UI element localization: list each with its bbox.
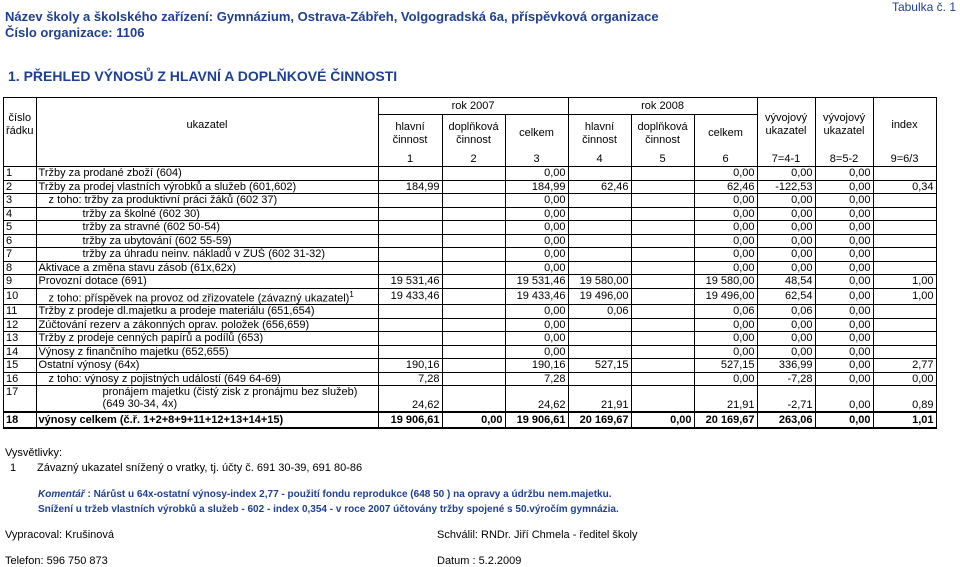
organization-number: Číslo organizace: 1106	[5, 25, 145, 40]
cell-col-8: 0,00	[815, 180, 873, 194]
row-label: Zúčtování rezerv a zákonných oprav. položek (656,659)	[36, 318, 378, 332]
cell-col-7: 0,00	[757, 194, 815, 208]
col-num-1: 1	[378, 153, 442, 167]
row17-c2	[442, 386, 505, 412]
row-label: výnosy celkem (č.ř. 1+2+8+9+11+12+13+14+15)	[36, 412, 378, 428]
cell-col-3: 19 433,46	[505, 288, 568, 305]
cell-col-8: 0,00	[815, 248, 873, 262]
row-number: 5	[4, 221, 37, 235]
cell-col-6: 0,00	[694, 167, 757, 181]
cell-col-4	[568, 234, 631, 248]
cell-col-2	[442, 332, 505, 346]
cell-col-8: 0,00	[815, 372, 873, 386]
section-title: 1. PŘEHLED VÝNOSŮ Z HLAVNÍ A DOPLŇKOVÉ ČINNOSTI	[8, 68, 398, 84]
col-num-7: 7=4-1	[757, 153, 815, 167]
row-number: 8	[4, 261, 37, 275]
total-c4: 20 169,67	[568, 412, 631, 428]
cell-col-9	[873, 167, 936, 181]
row-number: 2	[4, 180, 37, 194]
row-label: Ostatní výnosy (64x)	[36, 359, 378, 373]
cell-col-8: 0,00	[815, 167, 873, 181]
row-number: 17	[4, 386, 37, 412]
table-row	[4, 221, 937, 235]
cell-col-9	[873, 332, 936, 346]
cell-col-9: 2,77	[873, 359, 936, 373]
cell-col-7: 0,00	[757, 207, 815, 221]
cell-col-7: -7,28	[757, 372, 815, 386]
cell-col-2	[442, 318, 505, 332]
row-number: 3	[4, 194, 37, 208]
cell-col-5	[631, 288, 694, 305]
cell-col-2	[442, 359, 505, 373]
cell-col-8: 0,00	[815, 261, 873, 275]
cell-col-2	[442, 275, 505, 289]
cell-col-1	[378, 167, 442, 181]
cell-col-8: 0,00	[815, 207, 873, 221]
cell-col-6: 0,00	[694, 332, 757, 346]
table-row	[4, 248, 937, 262]
total-c1: 19 906,61	[378, 412, 442, 428]
cell-col-4: 527,15	[568, 359, 631, 373]
cell-col-4: 19 580,00	[568, 275, 631, 289]
cell-col-7: 0,00	[757, 261, 815, 275]
cell-col-3: 7,28	[505, 372, 568, 386]
row-label: Tržby z prodeje cenných papírů a podílů (653)	[36, 332, 378, 346]
school-name: Název školy a školského zařízení: Gymnázium, Ostrava-Zábřeh, Volgogradská 6a, příspěvková organizace	[5, 9, 659, 24]
row-label: tržby za ubytování (602 55-59)	[36, 234, 378, 248]
cell-col-3: 19 531,46	[505, 275, 568, 289]
cell-col-5	[631, 167, 694, 181]
cell-col-8: 0,00	[815, 221, 873, 235]
cell-col-9	[873, 248, 936, 262]
col-num-2: 2	[442, 153, 505, 167]
total-c7: 263,06	[757, 412, 815, 428]
row-label: Tržby za prodej vlastních výrobků a služeb (601,602)	[36, 180, 378, 194]
table-row	[4, 194, 937, 208]
table-row	[4, 318, 937, 332]
cell-col-2	[442, 261, 505, 275]
cell-col-5	[631, 372, 694, 386]
cell-col-9: 0,00	[873, 372, 936, 386]
cell-col-9	[873, 261, 936, 275]
cell-col-1	[378, 318, 442, 332]
cell-col-2	[442, 372, 505, 386]
cell-col-6: 0,00	[694, 194, 757, 208]
cell-col-3: 0,00	[505, 194, 568, 208]
cell-col-4	[568, 332, 631, 346]
cell-col-4	[568, 207, 631, 221]
comment-label: Komentář	[38, 489, 85, 500]
cell-col-2	[442, 345, 505, 359]
row-number: 4	[4, 207, 37, 221]
cell-col-1	[378, 221, 442, 235]
table-row	[4, 261, 937, 275]
header-2007-main: hlavní činnost	[378, 115, 442, 153]
cell-col-6: 19 580,00	[694, 275, 757, 289]
row-label: tržby za úhradu neinv. nákladů v ZUŠ (602 31-32)	[36, 248, 378, 262]
cell-col-6: 0,00	[694, 234, 757, 248]
comment-line-1: Komentář : Nárůst u 64x-ostatní výnosy-index 2,77 - použití fondu reprodukce (648 50 ) na opravy a údržbu nem.majetku.	[38, 489, 612, 500]
header-trend-2: vývojový ukazatel	[815, 98, 873, 153]
cell-col-1: 184,99	[378, 180, 442, 194]
col-num-6: 6	[694, 153, 757, 167]
header-index: index	[873, 98, 936, 153]
total-c6: 20 169,67	[694, 412, 757, 428]
row-number: 15	[4, 359, 37, 373]
table-row	[4, 359, 937, 373]
cell-col-1: 7,28	[378, 372, 442, 386]
cell-col-9	[873, 345, 936, 359]
cell-col-2	[442, 194, 505, 208]
cell-col-7: 0,00	[757, 234, 815, 248]
row-number: 9	[4, 275, 37, 289]
table-row	[4, 180, 937, 194]
cell-col-4	[568, 167, 631, 181]
row-label: z toho: výnosy z pojistných událostí (649 64-69)	[36, 372, 378, 386]
header-row-years	[4, 98, 937, 115]
cell-col-7: 48,54	[757, 275, 815, 289]
cell-col-6: 62,46	[694, 180, 757, 194]
cell-col-1	[378, 261, 442, 275]
table-row	[4, 288, 937, 305]
row-label: Aktivace a změna stavu zásob (61x,62x)	[36, 261, 378, 275]
cell-col-9	[873, 221, 936, 235]
cell-col-7: 0,00	[757, 318, 815, 332]
cell-col-9: 1,00	[873, 288, 936, 305]
cell-col-3: 184,99	[505, 180, 568, 194]
row-label: z toho: příspěvek na provoz od zřizovatele (závazný ukazatel)$^1$	[36, 288, 378, 305]
total-c8: 0,00	[815, 412, 873, 428]
header-year-2007: rok 2007	[378, 98, 568, 115]
row-number: 18	[4, 412, 37, 428]
cell-col-5	[631, 207, 694, 221]
cell-col-4	[568, 345, 631, 359]
header-2008-main: hlavní činnost	[568, 115, 631, 153]
row17-c9: 0,89	[873, 386, 936, 412]
cell-col-2	[442, 180, 505, 194]
row-label: Tržby za prodané zboží (604)	[36, 167, 378, 181]
cell-col-6: 0,00	[694, 207, 757, 221]
cell-col-5	[631, 221, 694, 235]
phone: Telefon: 596 750 873	[5, 555, 108, 567]
cell-col-5	[631, 180, 694, 194]
cell-col-9	[873, 207, 936, 221]
table-row	[4, 345, 937, 359]
cell-col-2	[442, 288, 505, 305]
table-row	[4, 167, 937, 181]
table-row	[4, 275, 937, 289]
comment-line-2: Snížení u tržeb vlastních výrobků a služeb - 602 - index 0,354 - v roce 2007 účtovány tržby spojené s 50.výročím gymnázia.	[38, 504, 619, 515]
cell-col-3: 0,00	[505, 261, 568, 275]
cell-col-3: 0,00	[505, 248, 568, 262]
cell-col-1	[378, 332, 442, 346]
cell-col-7: 0,06	[757, 305, 815, 319]
cell-col-2	[442, 207, 505, 221]
row-number: 12	[4, 318, 37, 332]
cell-col-6: 0,00	[694, 372, 757, 386]
cell-col-7: 62,54	[757, 288, 815, 305]
cell-col-2	[442, 167, 505, 181]
cell-col-8: 0,00	[815, 332, 873, 346]
cell-col-5	[631, 345, 694, 359]
row-label: Výnosy z finančního majetku (652,655)	[36, 345, 378, 359]
row17-c7: -2,71	[757, 386, 815, 412]
cell-col-4	[568, 318, 631, 332]
cell-col-9	[873, 194, 936, 208]
header-indicator: ukazatel	[36, 98, 378, 153]
cell-col-3: 190,16	[505, 359, 568, 373]
row-number: 11	[4, 305, 37, 319]
row17-c3: 24,62	[505, 386, 568, 412]
cell-col-7: 0,00	[757, 345, 815, 359]
row-label: Tržby z prodeje dl.majetku a prodeje materiálu (651,654)	[36, 305, 378, 319]
row17-c8: 0,00	[815, 386, 873, 412]
footnotes-title: Vysvětlivky:	[5, 447, 63, 459]
cell-col-8: 0,00	[815, 275, 873, 289]
cell-col-4	[568, 248, 631, 262]
approved-by: Schválil: RNDr. Jiří Chmela - ředitel školy	[437, 529, 638, 541]
cell-col-3: 0,00	[505, 318, 568, 332]
total-c3: 19 906,61	[505, 412, 568, 428]
prepared-by: Vypracoval: Krušinová	[5, 529, 115, 541]
row-label: Provozní dotace (691)	[36, 275, 378, 289]
cell-col-7: -122,53	[757, 180, 815, 194]
cell-col-9	[873, 318, 936, 332]
row-label: z toho: tržby za produktivní práci žáků (602 37)	[36, 194, 378, 208]
total-c9: 1,01	[873, 412, 936, 428]
table-body	[4, 167, 937, 386]
cell-col-9	[873, 234, 936, 248]
header-2007-supp: doplňková činnost	[442, 115, 505, 153]
row-number: 6	[4, 234, 37, 248]
cell-col-1	[378, 207, 442, 221]
cell-col-8: 0,00	[815, 305, 873, 319]
cell-col-7: 0,00	[757, 167, 815, 181]
cell-col-3: 0,00	[505, 305, 568, 319]
cell-col-4	[568, 372, 631, 386]
cell-col-3: 0,00	[505, 207, 568, 221]
cell-col-4: 62,46	[568, 180, 631, 194]
cell-col-3: 0,00	[505, 234, 568, 248]
cell-col-1	[378, 248, 442, 262]
cell-col-9: 1,00	[873, 275, 936, 289]
cell-col-7: 336,99	[757, 359, 815, 373]
cell-col-6: 0,00	[694, 221, 757, 235]
cell-col-6: 0,00	[694, 261, 757, 275]
cell-col-9: 0,34	[873, 180, 936, 194]
cell-col-8: 0,00	[815, 318, 873, 332]
cell-col-7: 0,00	[757, 248, 815, 262]
cell-col-1	[378, 305, 442, 319]
cell-col-3: 0,00	[505, 345, 568, 359]
row-number: 7	[4, 248, 37, 262]
row17-c5	[631, 386, 694, 412]
cell-col-8: 0,00	[815, 194, 873, 208]
row-label: pronájem majetku (čistý zisk z pronájmu bez služeb) (649 30-34, 4x)	[36, 386, 378, 412]
cell-col-2	[442, 234, 505, 248]
row-number: 13	[4, 332, 37, 346]
revenue-table	[3, 97, 937, 429]
cell-col-4	[568, 194, 631, 208]
cell-col-6: 0,00	[694, 248, 757, 262]
header-row-numbers	[4, 153, 937, 167]
col-num-5: 5	[631, 153, 694, 167]
cell-col-5	[631, 332, 694, 346]
cell-col-6: 0,00	[694, 318, 757, 332]
cell-col-5	[631, 305, 694, 319]
cell-col-5	[631, 275, 694, 289]
cell-col-6: 527,15	[694, 359, 757, 373]
cell-col-3: 0,00	[505, 221, 568, 235]
footnote-ref: 1	[349, 289, 354, 299]
cell-col-1	[378, 194, 442, 208]
cell-col-5	[631, 359, 694, 373]
cell-col-5	[631, 318, 694, 332]
cell-col-6: 0,00	[694, 345, 757, 359]
cell-col-5	[631, 248, 694, 262]
cell-col-2	[442, 248, 505, 262]
cell-col-7: 0,00	[757, 221, 815, 235]
cell-col-8: 0,00	[815, 234, 873, 248]
table-label: Tabulka č. 1	[891, 0, 956, 14]
table-row	[4, 332, 937, 346]
cell-col-1	[378, 234, 442, 248]
footnote-text: Závazný ukazatel snížený o vratky, tj. účty č. 691 30-39, 691 80-86	[37, 462, 363, 474]
cell-col-4: 0,06	[568, 305, 631, 319]
header-2008-supp: doplňková činnost	[631, 115, 694, 153]
cell-col-3: 0,00	[505, 167, 568, 181]
cell-col-3: 0,00	[505, 332, 568, 346]
header-2007-total: celkem	[505, 115, 568, 153]
cell-col-8: 0,00	[815, 359, 873, 373]
table-row	[4, 234, 937, 248]
col-num-8: 8=5-2	[815, 153, 873, 167]
header-2008-total: celkem	[694, 115, 757, 153]
cell-col-1: 19 531,46	[378, 275, 442, 289]
cell-col-5	[631, 194, 694, 208]
row-number: 14	[4, 345, 37, 359]
cell-col-6: 0,06	[694, 305, 757, 319]
total-c5: 0,00	[631, 412, 694, 428]
row-number: 10	[4, 288, 37, 305]
cell-col-5	[631, 261, 694, 275]
row-label: tržby za stravné (602 50-54)	[36, 221, 378, 235]
table-row-total	[4, 412, 937, 428]
header-trend-1: vývojový ukazatel	[757, 98, 815, 153]
col-num-3: 3	[505, 153, 568, 167]
row17-c4: 21,91	[568, 386, 631, 412]
header-year-2008: rok 2008	[568, 98, 757, 115]
cell-col-2	[442, 221, 505, 235]
cell-col-9	[873, 305, 936, 319]
cell-col-1	[378, 345, 442, 359]
table-row	[4, 372, 937, 386]
row17-c1: 24,62	[378, 386, 442, 412]
row-number: 16	[4, 372, 37, 386]
cell-col-7: 0,00	[757, 332, 815, 346]
table-row	[4, 207, 937, 221]
cell-col-4	[568, 261, 631, 275]
cell-col-1: 190,16	[378, 359, 442, 373]
row-number: 1	[4, 167, 37, 181]
footnote-number: 1	[10, 462, 17, 474]
row17-c6: 21,91	[694, 386, 757, 412]
total-c2: 0,00	[442, 412, 505, 428]
cell-col-8: 0,00	[815, 345, 873, 359]
col-num-4: 4	[568, 153, 631, 167]
cell-col-5	[631, 234, 694, 248]
cell-col-4	[568, 221, 631, 235]
cell-col-1: 19 433,46	[378, 288, 442, 305]
date: Datum : 5.2.2009	[437, 555, 522, 567]
cell-col-4: 19 496,00	[568, 288, 631, 305]
row-label: tržby za školné (602 30)	[36, 207, 378, 221]
cell-col-2	[442, 305, 505, 319]
cell-col-6: 19 496,00	[694, 288, 757, 305]
header-row-number: číslo řádku	[4, 98, 37, 153]
col-num-9: 9=6/3	[873, 153, 936, 167]
cell-col-8: 0,00	[815, 288, 873, 305]
table-row-17	[4, 386, 937, 412]
table-row	[4, 305, 937, 319]
